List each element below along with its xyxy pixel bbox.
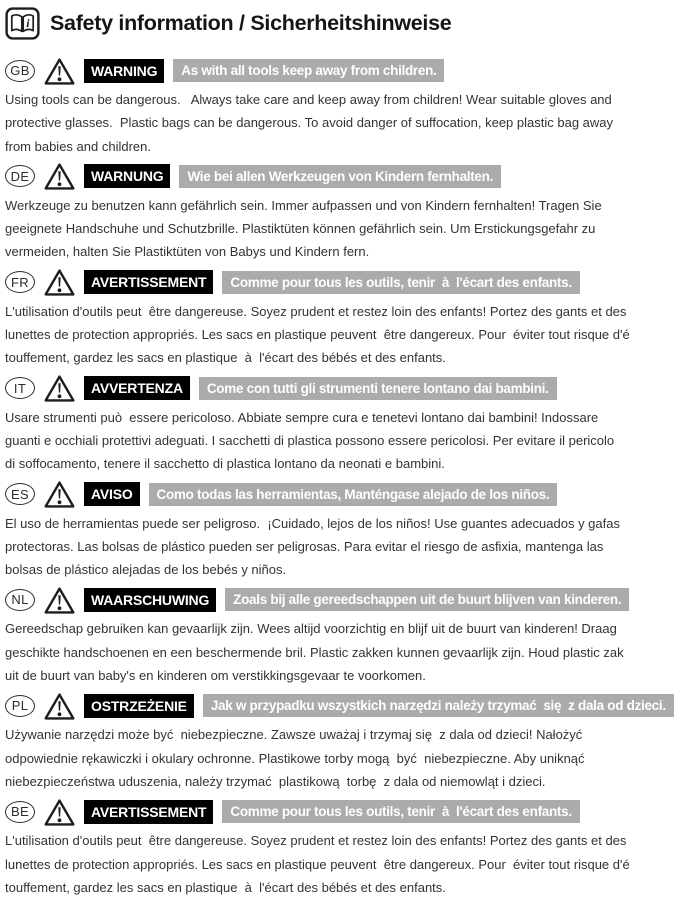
language-badge: BE: [5, 801, 35, 823]
svg-text:i: i: [26, 15, 30, 30]
language-badge: NL: [5, 589, 35, 611]
section-header-row: [5, 164, 679, 189]
section-header-row: [5, 799, 679, 824]
warning-triangle-icon: [44, 480, 75, 508]
warning-headline: Zoals bij alle gereedschappen uit de buurt blijven van kinderen.: [225, 588, 629, 611]
body-line: geschikte handschoenen en een beschermende bril. Plastic zakken kunnen gevaarlijk zijn. Houd plastic zak: [5, 644, 624, 660]
section-body: [5, 88, 679, 158]
section-body: [5, 300, 679, 370]
body-line: guanti e occhiali protettivi adeguati. I sacchetti di plastica possono essere pericolosi. Per evitare il pericolo: [5, 432, 615, 448]
body-line: Gereedschap gebruiken kan gevaarlijk zijn. Wees altijd voorzichtig en blijf uit de buurt van kinderen! Draag: [5, 621, 617, 637]
section-body: [5, 512, 679, 582]
warning-word-badge: AVISO: [84, 482, 140, 506]
section-gb: [5, 58, 679, 158]
warning-word-badge: AVERTISSEMENT: [84, 270, 213, 294]
section-header-row: [5, 482, 679, 507]
body-line: Using tools can be dangerous. Always take care and keep away from children! Wear suitable gloves and: [5, 92, 612, 107]
warning-headline: Jak w przypadku wszystkich narzędzi należy trzymać się z dala od dzieci.: [203, 694, 674, 717]
section-body: [5, 194, 679, 264]
warning-triangle-icon: [44, 692, 75, 720]
warning-triangle-icon: [44, 268, 75, 296]
warning-triangle-icon: [44, 57, 75, 85]
section-de: [5, 164, 679, 264]
warning-triangle-icon: [44, 162, 75, 190]
body-line: Usare strumenti può essere pericoloso. Abbiate sempre cura e tenetevi lontano dai bambini! Indossare: [5, 409, 599, 425]
warning-triangle-icon: [44, 798, 75, 826]
body-line: di soffocamento, tenere il sacchetto di plastica lontano da neonati e bambini.: [5, 456, 445, 472]
section-body: [5, 723, 679, 793]
body-line: protective glasses. Plastic bags can be dangerous. To avoid danger of suffocation, keep plastic bag away: [5, 115, 614, 131]
section-body: [5, 829, 679, 899]
body-line: geeignete Handschuhe und Schutzbrille. Plastiktüten können gefährlich sein. Um Erstickungsgefahr zu: [5, 221, 596, 237]
body-line: uit de buurt van baby's en kinderen om verstikkingsgevaar te voorkomen.: [5, 668, 426, 684]
warning-headline: Come con tutti gli strumenti tenere lontano dai bambini.: [199, 377, 557, 400]
language-badge: IT: [5, 377, 35, 399]
warning-word-badge: WAARSCHUWING: [84, 588, 216, 612]
warning-word-badge: AVVERTENZA: [84, 376, 190, 400]
warning-headline: Como todas las herramientas, Manténgase alejado de los niños.: [149, 483, 558, 506]
body-line: L'utilisation d'outils peut être dangereuse. Soyez prudent et restez loin des enfants! Portez des gants et des: [5, 833, 627, 849]
manual-book-icon: [5, 6, 40, 41]
section-body: [5, 617, 679, 687]
body-line: protectoras. Las bolsas de plástico pueden ser peligrosas. Para evitar el riesgo de asfixia, mantenga las: [5, 538, 604, 554]
section-header-row: [5, 693, 679, 718]
language-badge: GB: [5, 60, 35, 82]
warning-headline: Comme pour tous les outils, tenir à l'écart des enfants.: [222, 800, 579, 823]
sections-list: [5, 58, 679, 899]
section-header-row: [5, 270, 679, 295]
body-line: lunettes de protection appropriés. Les sacs en plastique peuvent être dangereux. Pour éviter tout risque d'é: [5, 856, 630, 872]
section-header-row: [5, 58, 679, 83]
body-line: odpowiednie rękawiczki i okulary ochronne. Plastikowe torby mogą być niebezpieczne. Aby uniknąć: [5, 750, 585, 766]
warning-word-badge: OSTRZEŻENIE: [84, 694, 194, 718]
body-line: Werkzeuge zu benutzen kann gefährlich sein. Immer aufpassen und von Kindern fernhalten! Tragen Sie: [5, 197, 602, 213]
warning-headline: As with all tools keep away from children.: [173, 59, 444, 82]
body-line: El uso de herramientas puede ser peligroso. ¡Cuidado, lejos de los niños! Use guantes adecuados y gafas: [5, 515, 620, 531]
section-header-row: [5, 587, 679, 612]
warning-triangle-icon: [44, 586, 75, 614]
body-line: bolsas de plástico alejadas de los bebés y niños.: [5, 562, 287, 578]
section-header-row: [5, 376, 679, 401]
body-line: Używanie narzędzi może być niebezpieczne. Zawsze uważaj i trzymaj się z dala od dzieci! Nałożyć: [5, 727, 583, 743]
body-line: from babies and children.: [5, 138, 151, 154]
section-body: [5, 406, 679, 476]
page-header: [5, 5, 679, 41]
section-pl: [5, 693, 679, 793]
page-title: Safety information / Sicherheitshinweise: [50, 11, 452, 35]
section-be: [5, 799, 679, 899]
language-badge: FR: [5, 271, 35, 293]
section-es: [5, 482, 679, 582]
warning-headline: Comme pour tous les outils, tenir à l'écart des enfants.: [222, 271, 579, 294]
body-line: lunettes de protection appropriés. Les sacs en plastique peuvent être dangereux. Pour éviter tout risque d'é: [5, 327, 630, 343]
warning-word-badge: AVERTISSEMENT: [84, 800, 213, 824]
body-line: L'utilisation d'outils peut être dangereuse. Soyez prudent et restez loin des enfants! Portez des gants et des: [5, 303, 627, 319]
language-badge: PL: [5, 695, 35, 717]
body-line: touffement, gardez les sacs en plastique à l'écart des bébés et des enfants.: [5, 879, 446, 895]
warning-headline: Wie bei allen Werkzeugen von Kindern fernhalten.: [179, 165, 501, 188]
body-line: vermeiden, halten Sie Plastiktüten von Babys und Kindern fern.: [5, 244, 370, 260]
section-it: [5, 376, 679, 476]
warning-word-badge: WARNUNG: [84, 164, 170, 188]
language-badge: ES: [5, 483, 35, 505]
section-fr: [5, 270, 679, 370]
warning-triangle-icon: [44, 374, 75, 402]
language-badge: DE: [5, 165, 35, 187]
body-line: touffement, gardez les sacs en plastique à l'écart des bébés et des enfants.: [5, 350, 446, 366]
body-line: niebezpieczeństwa uduszenia, należy trzymać plastikową torbę z dala od niemowląt i dzieci.: [5, 773, 546, 789]
section-nl: [5, 587, 679, 687]
warning-word-badge: WARNING: [84, 59, 164, 83]
